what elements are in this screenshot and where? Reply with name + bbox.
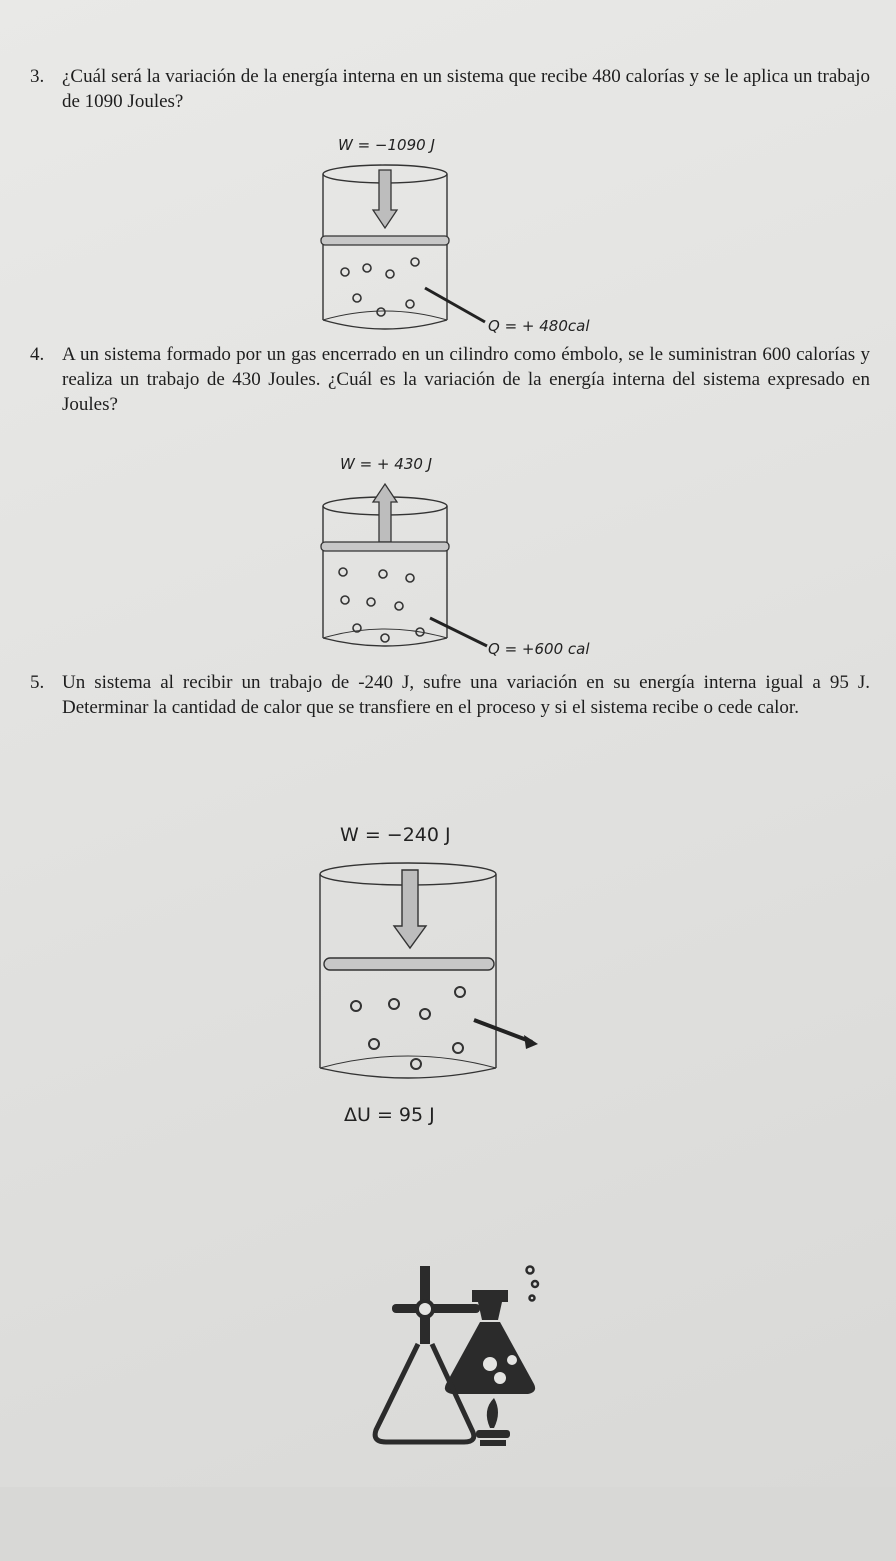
piston-cylinder-icon	[315, 162, 455, 342]
lab-stand-flask-burner-icon	[372, 1260, 552, 1450]
problem-4	[30, 342, 870, 417]
work-label-5: W = −240 J	[340, 824, 451, 846]
problem-text: Un sistema al recibir un trabajo de -240 J, sufre una variación en su energía interna igual a 95 J. Determinar la cantidad de calor que se transfiere en el proceso y si el sistema recibe o cede calor.	[62, 672, 870, 718]
problem-number: 5.	[30, 672, 45, 693]
problem-number: 3.	[30, 66, 45, 87]
piston-cylinder-icon	[315, 482, 455, 657]
energy-label-5: ΔU = 95 J	[344, 1104, 435, 1126]
work-label-3: W = −1090 J	[338, 136, 435, 154]
problem-5	[30, 670, 870, 720]
problem-text: ¿Cuál será la variación de la energía interna en un sistema que recibe 480 calorías y se le aplica un trabajo de 1090 Joules?	[62, 66, 870, 112]
heat-label-4: Q = +600 cal	[488, 640, 590, 658]
problem-text: A un sistema formado por un gas encerrado en un cilindro como émbolo, se le suministran 600 calorías y realiza un trabajo de 430 Joules. ¿Cuál es la variación de la energía interna del sistema expresado en Joules?	[62, 344, 870, 415]
heat-label-3: Q = + 480cal	[488, 317, 590, 335]
problem-number: 4.	[30, 344, 45, 365]
work-label-4: W = + 430 J	[340, 455, 433, 473]
piston-cylinder-icon	[320, 858, 500, 1088]
problem-3	[30, 64, 870, 114]
